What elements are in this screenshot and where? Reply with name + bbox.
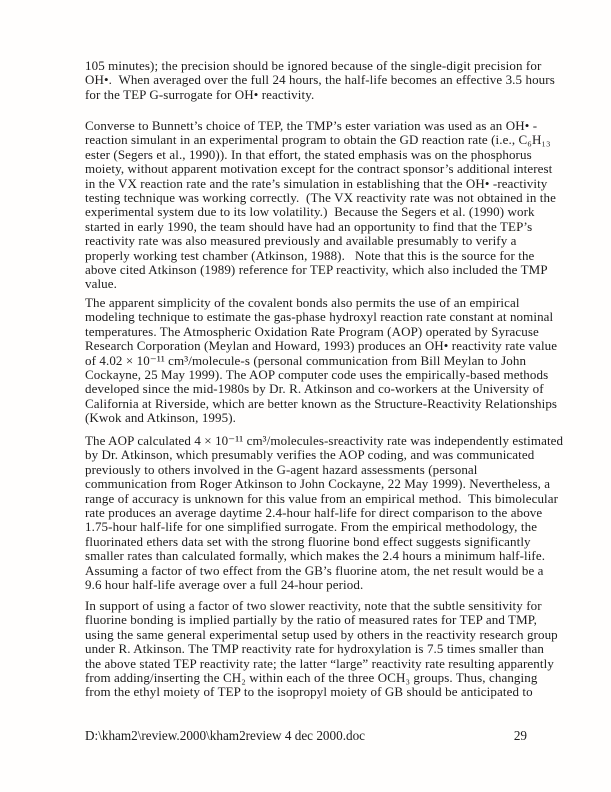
text-line: smaller rates than calculated formally, which makes the 2.4 hours a minimum half-life. (85, 548, 546, 564)
text-line: Assuming a factor of two effect from the GB’s fluorine atom, the net result would be a (85, 562, 544, 578)
text-line: developed since the mid-1980s by Dr. R. Atkinson and co-workers at the University of (85, 381, 544, 397)
page-number: 29 (513, 728, 527, 743)
text-line: rate produces an average daytime 2.4-hour half-life for direct comparison to the above (85, 505, 543, 521)
text-line: In support of using a factor of two slower reactivity, note that the subtle sensitivity for (85, 598, 542, 613)
text-line: under R. Atkinson. The TMP reactivity rate for hydroxylation is 7.5 times smaller than (85, 641, 544, 657)
text-line: The AOP calculated 4 × 10⁻¹¹ cm³/molecules-sreactivity rate was independently estimated (85, 433, 564, 448)
text-line: 1.75-hour half-life for one simplified surrogate. From the empirical methodology, the (85, 519, 538, 535)
text-line: value. (85, 276, 118, 292)
text-line: The apparent simplicity of the covalent bonds also permits the use of an empirical (85, 295, 520, 310)
text-line: testing technique was working correctly. (The VX reactivity rate was not obtained in the (85, 190, 556, 206)
text-line: Converse to Bunnett’s choice of TEP, the TMP’s ester variation was used as an OH• - (85, 118, 538, 133)
text-line: fluorine bonding is implied partially by the ratio of measured rates for TEP and TMP, (85, 612, 537, 628)
body-paragraph (85, 295, 558, 426)
text-line: of 4.02 × 10⁻¹¹ cm³/molecule-s (personal communication from Bill Meylan to John (85, 352, 527, 368)
text-line: temperatures. The Atmospheric Oxidation Rate Program (AOP) operated by Syracuse (85, 323, 539, 339)
text-line: for the TEP G-surrogate for OH• reactivity. (85, 86, 315, 102)
text-line: previously to others involved in the G-agent hazard assessments (personal (85, 461, 478, 477)
page-footer (85, 728, 527, 744)
text-line: from the ethyl moiety of TEP to the isopropyl moiety of GB should be anticipated to (85, 684, 533, 700)
text-line: Cockayne, 25 May 1999). The AOP computer code uses the empirically-based methods (85, 367, 549, 383)
text-line: by Dr. Atkinson, which presumably verifies the AOP coding, and was communicated (85, 447, 535, 463)
text-line: using the same general experimental setup used by others in the reactivity research group (85, 626, 558, 642)
text-line: modeling technique to estimate the gas-phase hydroxyl reaction rate constant at nominal (85, 309, 554, 325)
body-paragraph (85, 433, 564, 593)
text-line: fluorinated ethers data set with the strong fluorine bond effect suggests significantly (85, 533, 531, 549)
text-line: range of accuracy is unknown for this value from an empirical method. This bimolecular (85, 490, 559, 506)
text-line: California at Riverside, which are better known as the Structure-Reactivity Relationships (85, 395, 558, 411)
text-line: reaction simulant in an experimental program to obtain the GD reaction rate (i.e., C₆H₁₃ (85, 132, 551, 148)
text-line: Research Corporation (Meylan and Howard, 1993) produces an OH• reactivity rate value (85, 338, 558, 354)
text-line: properly working test chamber (Atkinson, 1988). Note that this is the source for the (85, 247, 535, 263)
text-line: (Kwok and Atkinson, 1995). (85, 410, 237, 426)
body-paragraph (85, 58, 555, 102)
footer-file-path: D:\kham2\review.2000\kham2review 4 dec 2000.doc (85, 728, 366, 743)
text-line: from adding/inserting the CH₂ within each of the three OCH₃ groups. Thus, changing (85, 670, 538, 686)
text-line: reactivity rate was also measured previously and available presumably to verify a (85, 233, 517, 249)
body-paragraph (85, 598, 558, 700)
text-line: OH•. When averaged over the full 24 hours, the half-life becomes an effective 3.5 hours (85, 72, 555, 88)
text-line: 9.6 hour half-life average over a full 24-hour period. (85, 577, 364, 593)
text-line: experimental system due to its low volatility.) Because the Segers et al. (1990) work (85, 204, 535, 220)
text-line: above cited Atkinson (1989) reference for TEP reactivity, which also included the TMP (85, 262, 548, 278)
text-line: started in early 1990, the team should have had an opportunity to find that the TEP’s (85, 218, 533, 234)
text-line: communication from Roger Atkinson to John Cockayne, 22 May 1999). Nevertheless, a (85, 476, 551, 492)
body-paragraph (85, 118, 556, 292)
text-line: in the VX reaction rate and the rate’s simulation in establishing that the OH• -reactivity (85, 175, 548, 191)
text-line: moiety, without apparent motivation except for the contract sponsor’s additional interest (85, 161, 553, 177)
text-line: the above stated TEP reactivity rate; the latter “large” reactivity rate resulting apparently (85, 655, 554, 671)
text-line: ester (Segers et al., 1990)). In that effort, the stated emphasis was on the phosphorus (85, 146, 532, 162)
text-line: 105 minutes); the precision should be ignored because of the single-digit precision for (85, 58, 542, 73)
